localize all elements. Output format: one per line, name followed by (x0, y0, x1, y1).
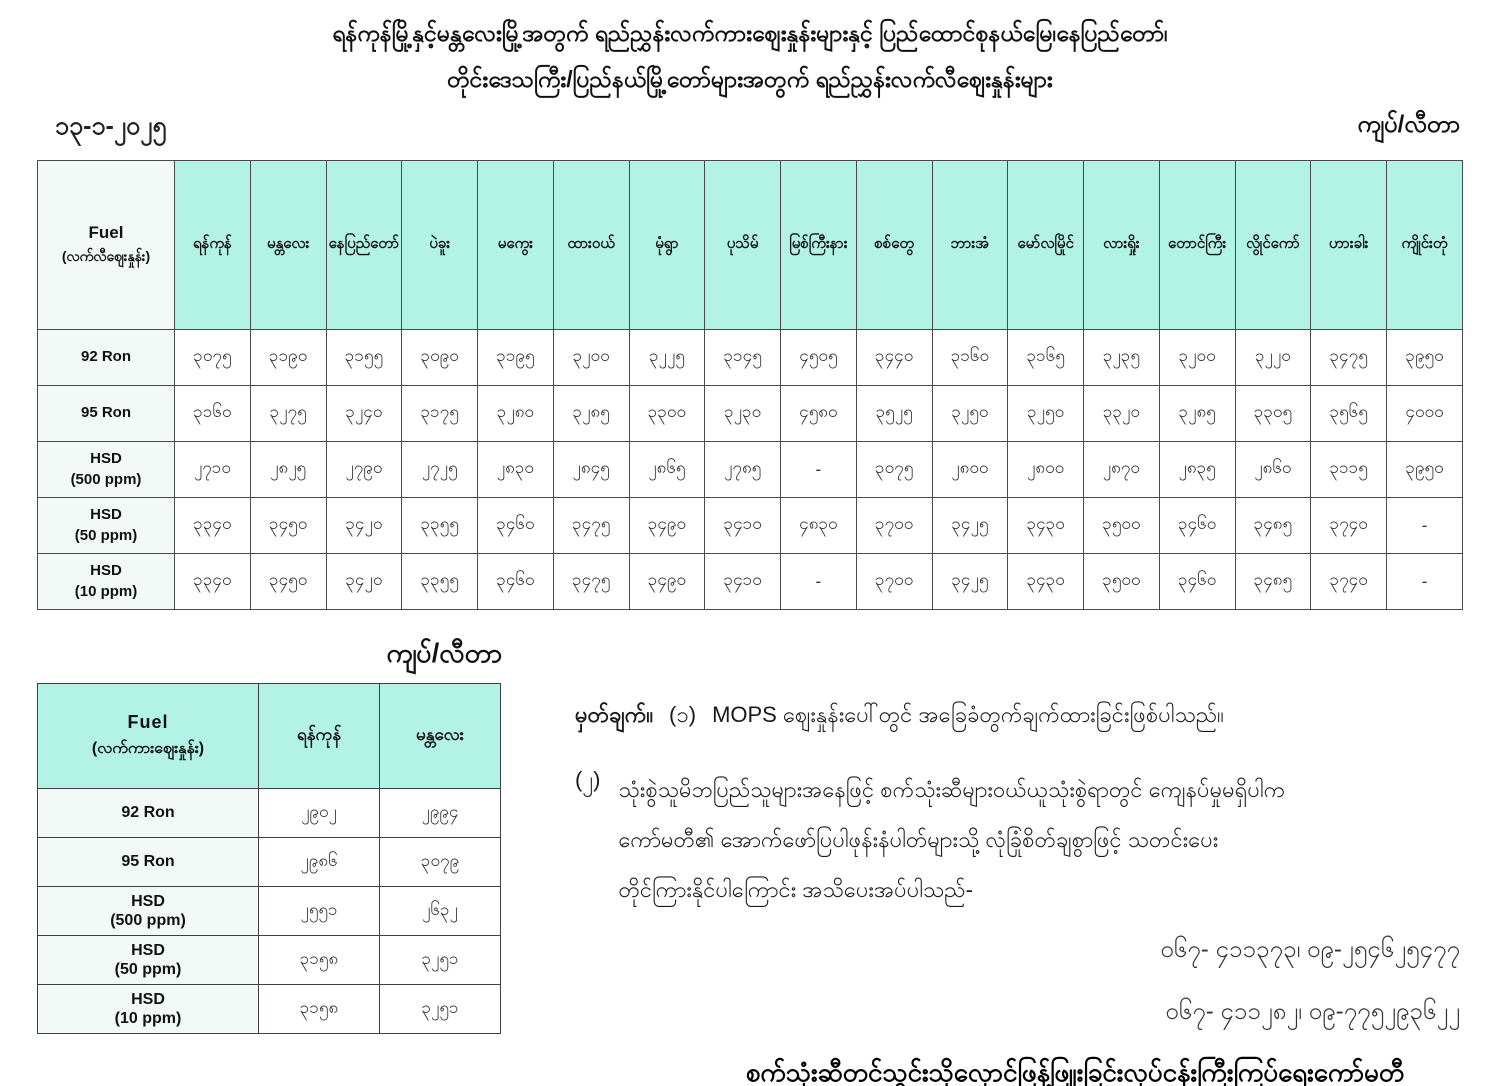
city-header: မြစ်ကြီးနား (781, 161, 857, 330)
price-cell: ၃၂၅၁ (380, 936, 501, 985)
price-cell: ၃၀၇၉ (380, 838, 501, 887)
price-cell: ၃၉၅၀ (1387, 330, 1463, 386)
city-header: မော်လမြိုင် (1008, 161, 1084, 330)
price-cell: ၃၁၆၀ (932, 330, 1008, 386)
fuel-subheader-label: (လက်ကားဈေးနှုန်း) (91, 739, 205, 757)
fuel-type-sublabel: (10 ppm) (74, 582, 138, 600)
fuel-type-sublabel: (500 ppm) (70, 470, 142, 488)
price-cell: ၃၁၅၅ (326, 330, 402, 386)
price-cell: ၃၀၇၅ (175, 330, 251, 386)
price-cell: ၃၄၅၀ (250, 554, 326, 610)
note-1-text: MOPS ဈေးနှုန်းပေါ်တွင် အခြေခံတွက်ချက်ထားခြင်းဖြစ်ပါသည်။ (712, 702, 1224, 727)
price-cell: ၂၅၅၁ (259, 887, 380, 936)
price-cell: ၃၄၁၀ (705, 498, 781, 554)
price-cell: ၃၅၆၅ (1311, 386, 1387, 442)
price-cell: ၃၂၈၅ (1159, 386, 1235, 442)
fuel-type-label: 92 Ron (80, 348, 131, 366)
unit-label-top: ကျပ်/လီတာ (1357, 111, 1460, 138)
fuel-type-label: HSD (90, 562, 122, 580)
price-cell: ၃၁၁၅ (1311, 442, 1387, 498)
fuel-type-label: HSD (131, 941, 165, 959)
price-cell: ၂၉၈၆ (259, 838, 380, 887)
price-cell: ၂၈၀၀ (1008, 442, 1084, 498)
fuel-type-cell (38, 442, 175, 498)
report-date: ၁၃-၁-၂၀၂၅ (55, 112, 167, 140)
price-cell: ၃၄၆၀ (1159, 498, 1235, 554)
fuel-header-label: Fuel (127, 711, 169, 732)
price-cell: ၂၈၃၅ (1159, 442, 1235, 498)
table-row (38, 789, 501, 838)
price-cell: ၃၄၃၀ (1008, 498, 1084, 554)
price-cell: ၃၇၄၀ (1311, 554, 1387, 610)
fuel-type-sublabel: (500 ppm) (110, 912, 186, 929)
price-cell: ၃၄၈၅ (1235, 498, 1311, 554)
table-row (38, 498, 1463, 554)
fuel-header-label: Fuel (88, 222, 124, 242)
price-cell: ၂၈၆၀ (1235, 442, 1311, 498)
price-cell: ၂၆၃၂ (380, 887, 501, 936)
city-header: လားရှိုး (1084, 161, 1160, 330)
price-cell: ၃၂၀၀ (553, 330, 629, 386)
city-header: လွိုင်ကော် (1235, 161, 1311, 330)
price-cell: ၂၈၄၅ (553, 442, 629, 498)
price-cell: ၂၈၂၅ (250, 442, 326, 498)
fuel-type-cell (38, 887, 259, 936)
price-cell: ၃၄၉၀ (629, 554, 705, 610)
price-cell: ၃၂၅၁ (380, 985, 501, 1034)
price-cell: ၄၀၀၀ (1387, 386, 1463, 442)
table-row (38, 887, 501, 936)
city-header: ထားဝယ် (553, 161, 629, 330)
price-cell: ၃၅၀၀ (1084, 554, 1160, 610)
price-cell: ၃၁၆၅ (1008, 330, 1084, 386)
price-cell: ၄၅၀၅ (781, 330, 857, 386)
fuel-column-header (38, 684, 259, 789)
fuel-column-header (38, 161, 175, 330)
price-cell: ၃၄၃၀ (1008, 554, 1084, 610)
city-header: မန္တလေး (380, 684, 501, 789)
retail-price-table (37, 160, 1463, 610)
price-cell: ၃၀၉၀ (402, 330, 478, 386)
price-cell: ၃၇၀၀ (856, 498, 932, 554)
price-cell: ၃၁၉၅ (478, 330, 554, 386)
price-cell: ၃၃၂၀ (1084, 386, 1160, 442)
price-cell: ၂၇၁၀ (175, 442, 251, 498)
city-header: ပုသိမ် (705, 161, 781, 330)
city-header: ရန်ကုန် (259, 684, 380, 789)
price-cell: ၃၄၁၀ (705, 554, 781, 610)
phone-number-2: ၀၆၇- ၄၁၁၂၈၂၊ ၀၉-၇၇၅၂၉၃၆၂၂ (1165, 998, 1460, 1025)
price-cell: ၃၂၂၀ (1235, 330, 1311, 386)
price-cell: ၃၂၄၀ (326, 386, 402, 442)
wholesale-price-table (37, 683, 501, 1034)
price-cell: ၃၄၄၀ (856, 330, 932, 386)
price-cell: - (1387, 498, 1463, 554)
price-cell: ၃၂၃၀ (705, 386, 781, 442)
price-cell: ၃၁၇၅ (402, 386, 478, 442)
price-cell: ၃၃၄၀ (175, 554, 251, 610)
price-cell: ၃၅၀၀ (1084, 498, 1160, 554)
price-cell: ၃၄၆၀ (478, 554, 554, 610)
city-header: စစ်တွေ (856, 161, 932, 330)
price-cell: ၂၈၀၀ (932, 442, 1008, 498)
price-cell: ၂၇၂၅ (402, 442, 478, 498)
retail-table-header-row (38, 161, 1463, 330)
price-cell: ၃၄၂၅ (932, 498, 1008, 554)
price-cell: ၂၈၇၀ (1084, 442, 1160, 498)
city-header: မုံရွာ (629, 161, 705, 330)
fuel-type-cell (38, 554, 175, 610)
wholesale-table-header-row (38, 684, 501, 789)
price-cell: ၃၄၇၅ (553, 498, 629, 554)
fuel-type-label: 95 Ron (80, 404, 131, 422)
fuel-type-label: HSD (131, 990, 165, 1008)
price-cell: ၃၂၈၅ (553, 386, 629, 442)
fuel-type-label: HSD (90, 506, 122, 524)
price-cell: ၃၂၅၀ (932, 386, 1008, 442)
city-header: ဟားခါး (1311, 161, 1387, 330)
city-header: ရန်ကုန် (175, 161, 251, 330)
city-header: နေပြည်တော် (326, 161, 402, 330)
table-row (38, 554, 1463, 610)
city-header: ကျိုင်းတုံ (1387, 161, 1463, 330)
note-1 (575, 700, 1480, 733)
fuel-type-sublabel: (50 ppm) (114, 961, 182, 978)
price-cell: - (781, 554, 857, 610)
price-cell: - (781, 442, 857, 498)
fuel-type-cell (38, 386, 175, 442)
city-header: မန္တလေး (250, 161, 326, 330)
price-cell: ၃၂၅၀ (1008, 386, 1084, 442)
price-cell: ၃၇၄၀ (1311, 498, 1387, 554)
price-cell: ၂၈၃၀ (478, 442, 554, 498)
table-row (38, 936, 501, 985)
price-cell: ၃၄၂၅ (932, 554, 1008, 610)
fuel-type-cell (38, 330, 175, 386)
fuel-type-label: HSD (131, 892, 165, 910)
price-cell: ၃၃၀၀ (629, 386, 705, 442)
committee-name: စက်သုံးဆီတင်သွင်းသိုလှောင်ဖြန့်ဖြူးခြင်းလုပ်ငန်းကြီးကြပ်ရေးကော်မတီ (745, 1057, 1405, 1086)
price-cell: ၂၉၀၂ (259, 789, 380, 838)
fuel-type-cell (38, 985, 259, 1034)
unit-label-wholesale: ကျပ်/လီတာ (386, 638, 502, 668)
table-row (38, 386, 1463, 442)
price-cell: ၃၁၅၈ (259, 936, 380, 985)
city-header: ဘားအံ (932, 161, 1008, 330)
price-cell: ၃၅၂၅ (856, 386, 932, 442)
price-cell: ၃၄၇၅ (1311, 330, 1387, 386)
fuel-subheader-label: (လက်လီဈေးနှုန်း) (61, 247, 151, 264)
price-cell: - (1387, 554, 1463, 610)
page-title-line1: ရန်ကုန်မြို့နှင့်မန္တလေးမြို့အတွက် ရည်ညွှန်းလက်ကားဈေးနှုန်းများနှင့် ပြည်ထောင်စုနယ်မြေ၊နေပြည်တော်၊ (332, 20, 1168, 46)
note-1-number: (၁) (669, 702, 697, 727)
price-cell: ၃၂၃၅ (1084, 330, 1160, 386)
fuel-type-cell (38, 838, 259, 887)
page-title-line2: တိုင်းဒေသကြီး/ပြည်နယ်မြို့တော်များအတွက် ရည်ညွှန်းလက်လီဈေးနှုန်းများ (447, 66, 1053, 92)
price-cell: ၃၁၆၀ (175, 386, 251, 442)
price-cell: ၃၄၂၀ (326, 498, 402, 554)
price-cell: ၂၇၈၅ (705, 442, 781, 498)
price-cell: ၃၃၄၀ (175, 498, 251, 554)
price-cell: ၃၀၇၅ (856, 442, 932, 498)
price-cell: ၃၂၂၅ (629, 330, 705, 386)
city-header: ပဲခူး (402, 161, 478, 330)
note-2-line1: သုံးစွဲသူမိဘပြည်သူများအနေဖြင့် စက်သုံးဆီများဝယ်ယူသုံးစွဲရာတွင် ကျေနပ်မှုမရှိပါက (618, 777, 1286, 802)
price-cell: ၃၂၇၅ (250, 386, 326, 442)
table-row (38, 330, 1463, 386)
price-cell: ၃၉၅၀ (1387, 442, 1463, 498)
price-cell: ၃၄၇၅ (553, 554, 629, 610)
price-cell: ၃၃၅၅ (402, 554, 478, 610)
price-cell: ၃၄၅၀ (250, 498, 326, 554)
note-2-line2: ကော်မတီ၏ အောက်ဖော်ပြပါဖုန်းနံပါတ်များသို့ လုံခြုံစိတ်ချစွာဖြင့် သတင်းပေး (618, 827, 1219, 852)
price-cell: ၃၂၀၀ (1159, 330, 1235, 386)
fuel-type-sublabel: (50 ppm) (74, 526, 138, 544)
price-cell: ၂၉၉၄ (380, 789, 501, 838)
price-cell: ၃၁၉၀ (250, 330, 326, 386)
price-cell: ၃၁၄၅ (705, 330, 781, 386)
price-cell: ၃၇၀၀ (856, 554, 932, 610)
fuel-type-sublabel: (10 ppm) (114, 1010, 182, 1027)
phone-number-1: ၀၆၇- ၄၁၁၃၇၃၊ ၀၉-၂၅၄၆၂၅၄၇၇ (1160, 936, 1460, 963)
price-cell: ၂၈၆၅ (629, 442, 705, 498)
price-cell: ၄၈၃၀ (781, 498, 857, 554)
note-2-text (618, 765, 1285, 915)
page-title (0, 10, 1500, 102)
price-cell: ၃၃၀၅ (1235, 386, 1311, 442)
price-cell: ၃၄၈၅ (1235, 554, 1311, 610)
fuel-type-label: 92 Ron (121, 804, 175, 822)
table-row (38, 985, 501, 1034)
fuel-type-cell (38, 498, 175, 554)
notes-section (575, 700, 1480, 1086)
table-row (38, 838, 501, 887)
price-cell: ၃၁၅၈ (259, 985, 380, 1034)
note-label: မှတ်ချက်။ (575, 702, 654, 727)
price-cell: ၃၂၈၀ (478, 386, 554, 442)
price-cell: ၄၅၈၀ (781, 386, 857, 442)
price-cell: ၂၇၉၀ (326, 442, 402, 498)
city-header: တောင်ကြီး (1159, 161, 1235, 330)
price-cell: ၃၄၆၀ (1159, 554, 1235, 610)
note-2-line3: တိုင်ကြားနိုင်ပါကြောင်း အသိပေးအပ်ပါသည်- (618, 877, 973, 902)
price-cell: ၃၄၉၀ (629, 498, 705, 554)
fuel-type-label: HSD (90, 450, 122, 468)
price-cell: ၃၃၅၅ (402, 498, 478, 554)
fuel-type-cell (38, 789, 259, 838)
note-2-number: (၂) (575, 767, 601, 792)
note-2 (575, 765, 1480, 915)
city-header: မကွေး (478, 161, 554, 330)
table-row (38, 442, 1463, 498)
fuel-type-cell (38, 936, 259, 985)
price-cell: ၃၄၂၀ (326, 554, 402, 610)
fuel-type-label: 95 Ron (121, 853, 175, 871)
price-cell: ၃၄၆၀ (478, 498, 554, 554)
